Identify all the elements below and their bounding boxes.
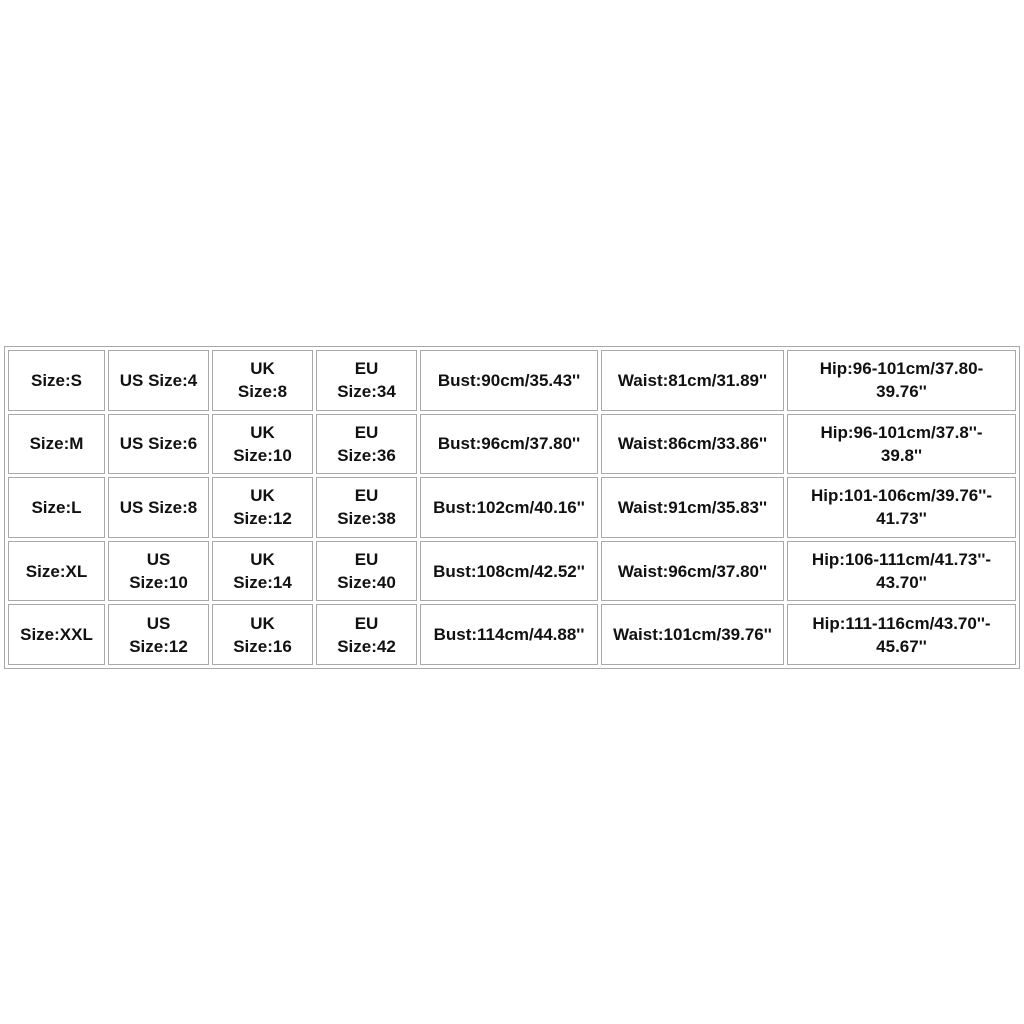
- size-label: Size:XXL: [20, 625, 93, 645]
- eu-size-line: EU: [354, 550, 379, 570]
- us-size-line: US Size:8: [119, 497, 198, 517]
- table-row: [8, 541, 1016, 602]
- waist-value: Waist:101cm/39.76'': [613, 625, 772, 645]
- eu-size-line: Size:42: [337, 636, 396, 656]
- waist-cell: [601, 414, 784, 475]
- eu-size-cell: [316, 414, 417, 475]
- hip-line: 39.8'': [880, 445, 923, 465]
- hip-cell: [787, 477, 1016, 538]
- us-size-cell: [108, 604, 209, 665]
- us-size-line: US: [146, 613, 171, 633]
- bust-value: Bust:96cm/37.80'': [437, 434, 581, 454]
- size-label: Size:XL: [25, 561, 88, 581]
- us-size-cell: [108, 477, 209, 538]
- hip-line: Hip:96-101cm/37.8''-: [820, 422, 983, 442]
- us-size-line: US Size:6: [119, 434, 198, 454]
- size-cell: [8, 414, 105, 475]
- uk-size-line: Size:10: [233, 445, 292, 465]
- size-cell: [8, 604, 105, 665]
- waist-value: Waist:86cm/33.86'': [617, 434, 768, 454]
- hip-line: 39.76'': [876, 382, 927, 402]
- uk-size-line: Size:8: [237, 382, 288, 402]
- eu-size-line: Size:36: [337, 445, 396, 465]
- hip-line: Hip:106-111cm/41.73''-: [811, 550, 992, 570]
- bust-value: Bust:102cm/40.16'': [433, 497, 585, 517]
- eu-size-line: EU: [354, 486, 379, 506]
- table-row: [8, 604, 1016, 665]
- bust-value: Bust:114cm/44.88'': [433, 625, 585, 645]
- size-label: Size:L: [31, 497, 82, 517]
- us-size-cell: [108, 414, 209, 475]
- waist-cell: [601, 541, 784, 602]
- eu-size-cell: [316, 541, 417, 602]
- us-size-line: Size:12: [129, 636, 188, 656]
- eu-size-line: EU: [354, 613, 379, 633]
- hip-line: 45.67'': [876, 636, 927, 656]
- size-label: Size:S: [30, 370, 83, 390]
- us-size-cell: [108, 350, 209, 411]
- waist-value: Waist:96cm/37.80'': [617, 561, 768, 581]
- bust-cell: [420, 604, 598, 665]
- uk-size-line: UK: [250, 359, 275, 379]
- waist-value: Waist:91cm/35.83'': [617, 497, 768, 517]
- eu-size-line: Size:40: [337, 573, 396, 593]
- table-row: [8, 414, 1016, 475]
- uk-size-cell: [212, 414, 313, 475]
- bust-cell: [420, 541, 598, 602]
- hip-cell: [787, 541, 1016, 602]
- uk-size-line: Size:12: [233, 509, 292, 529]
- us-size-cell: [108, 541, 209, 602]
- uk-size-line: UK: [250, 613, 275, 633]
- size-chart-table: [4, 346, 1020, 669]
- bust-cell: [420, 350, 598, 411]
- eu-size-line: EU: [354, 422, 379, 442]
- hip-cell: [787, 350, 1016, 411]
- uk-size-line: UK: [250, 550, 275, 570]
- size-cell: [8, 541, 105, 602]
- bust-value: Bust:108cm/42.52'': [433, 561, 585, 581]
- uk-size-line: Size:14: [233, 573, 292, 593]
- size-cell: [8, 350, 105, 411]
- bust-cell: [420, 414, 598, 475]
- eu-size-cell: [316, 350, 417, 411]
- hip-line: Hip:101-106cm/39.76''-: [810, 486, 992, 506]
- us-size-line: US Size:4: [119, 370, 198, 390]
- uk-size-cell: [212, 604, 313, 665]
- eu-size-cell: [316, 477, 417, 538]
- hip-cell: [787, 604, 1016, 665]
- table-row: [8, 350, 1016, 411]
- size-label: Size:M: [29, 434, 84, 454]
- hip-line: Hip:96-101cm/37.80-: [819, 359, 984, 379]
- waist-cell: [601, 604, 784, 665]
- uk-size-line: UK: [250, 486, 275, 506]
- uk-size-cell: [212, 350, 313, 411]
- us-size-line: US: [146, 550, 171, 570]
- hip-line: 41.73'': [876, 509, 927, 529]
- hip-line: 43.70'': [876, 573, 927, 593]
- eu-size-cell: [316, 604, 417, 665]
- uk-size-line: UK: [250, 422, 275, 442]
- eu-size-line: Size:34: [337, 382, 396, 402]
- uk-size-cell: [212, 477, 313, 538]
- hip-line: Hip:111-116cm/43.70''-: [812, 613, 991, 633]
- bust-value: Bust:90cm/35.43'': [437, 370, 581, 390]
- hip-cell: [787, 414, 1016, 475]
- eu-size-line: EU: [354, 359, 379, 379]
- uk-size-line: Size:16: [233, 636, 292, 656]
- bust-cell: [420, 477, 598, 538]
- us-size-line: Size:10: [129, 573, 188, 593]
- waist-cell: [601, 477, 784, 538]
- eu-size-line: Size:38: [337, 509, 396, 529]
- waist-value: Waist:81cm/31.89'': [617, 370, 768, 390]
- table-row: [8, 477, 1016, 538]
- waist-cell: [601, 350, 784, 411]
- size-cell: [8, 477, 105, 538]
- uk-size-cell: [212, 541, 313, 602]
